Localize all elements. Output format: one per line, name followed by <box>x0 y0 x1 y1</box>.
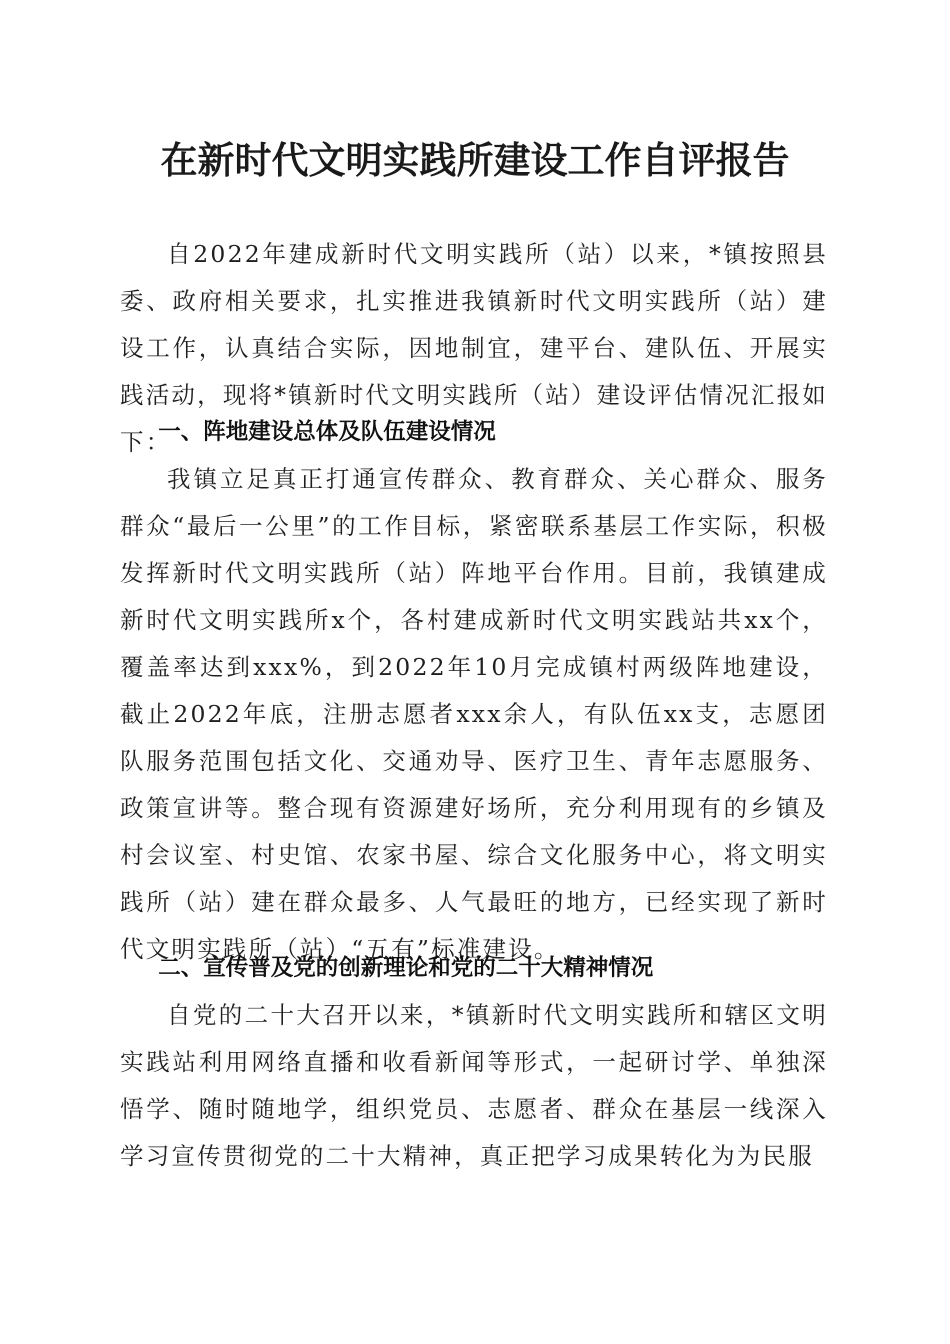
section-heading-1: 一、阵地建设总体及队伍建设情况 <box>158 419 496 445</box>
section-1-paragraph: 我镇立足真正打通宣传群众、教育群众、关心群众、服务群众“最后一公里”的工作目标，紧密联系基层工作实际，积极发挥新时代文明实践所（站）阵地平台作用。目前，我镇建成新时代文明实践所x个，各村建成新时代文明实践站共xx个，覆盖率达到xxx%，到2022年10月完成镇村两级阵地建设，截止2022年底，注册志愿者xxx余人，有队伍xx支，志愿团队服务范围包括文化、交通劝导、医疗卫生、青年志愿服务、政策宣讲等。整合现有资源建好场所，充分利用现有的乡镇及村会议室、村史馆、农家书屋、综合文化服务中心，将文明实践所（站）建在群众最多、人气最旺的地方，已经实现了新时代文明实践所（站）“五有”标准建设。 <box>120 465 829 963</box>
intro-paragraph: 自2022年建成新时代文明实践所（站）以来，*镇按照县委、政府相关要求，扎实推进我镇新时代文明实践所（站）建设工作，认真结合实际，因地制宜，建平台、建队伍、开展实践活动，现将*镇新时代文明实践所（站）建设评估情况汇报如下： <box>120 240 828 456</box>
section-2-paragraph: 自党的二十大召开以来，*镇新时代文明实践所和辖区文明实践站利用网络直播和收看新闻等形式，一起研讨学、单独深悟学、随时随地学，组织党员、志愿者、群众在基层一线深入学习宣传贯彻党的二十大精神，真正把学习成果转化为为民服 <box>120 1001 828 1170</box>
document-title: 在新时代文明实践所建设工作自评报告 <box>160 138 790 182</box>
section-heading-2: 二、宣传普及党的创新理论和党的二十大精神情况 <box>158 955 654 981</box>
